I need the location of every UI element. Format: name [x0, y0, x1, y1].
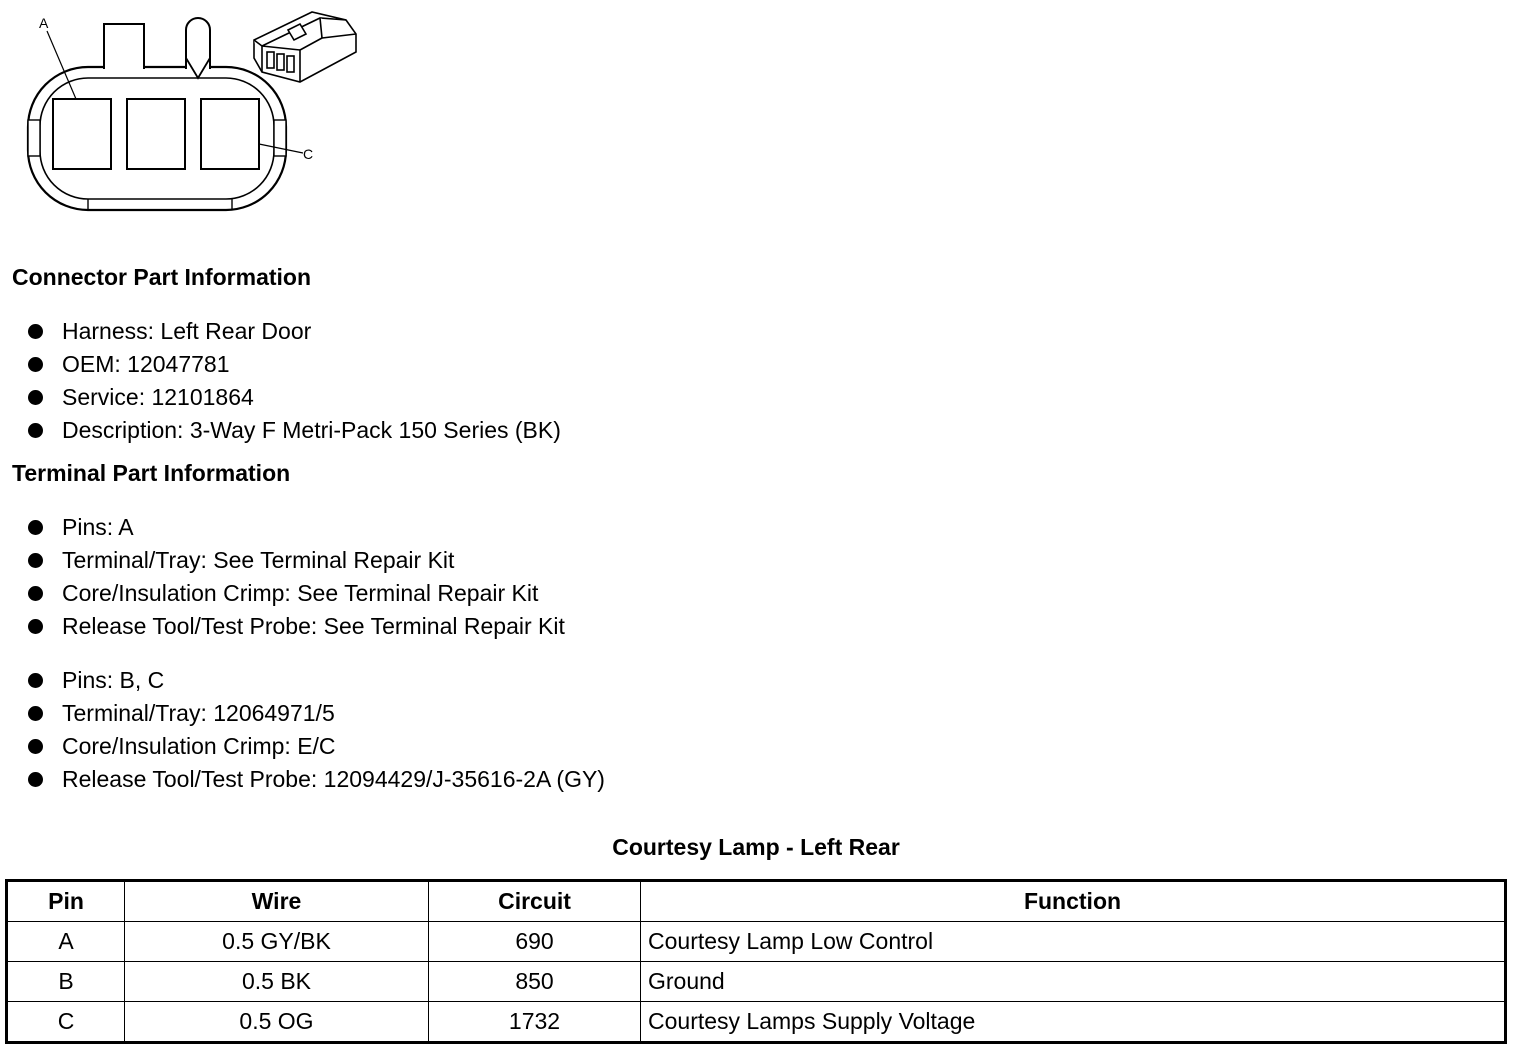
cell-function: Courtesy Lamps Supply Voltage: [641, 1002, 1506, 1043]
bullet-icon: [28, 586, 43, 601]
column-header-function: Function: [641, 881, 1506, 922]
cell-function: Ground: [641, 962, 1506, 1002]
cell-pin: B: [7, 962, 125, 1002]
list-item: [28, 315, 561, 348]
list-item: [28, 697, 605, 730]
list-item: [28, 610, 565, 643]
list-item: [28, 348, 561, 381]
list-item-text: Core/Insulation Crimp: See Terminal Repair Kit: [62, 580, 539, 606]
cell-wire: 0.5 OG: [125, 1002, 429, 1043]
list-item: [28, 511, 565, 544]
cell-pin: A: [7, 922, 125, 962]
connector-diagram: [0, 0, 380, 220]
list-item-text: Description: 3-Way F Metri-Pack 150 Series (BK): [62, 417, 561, 443]
bullet-icon: [28, 324, 43, 339]
leader-line-a: [47, 31, 76, 99]
bullet-icon: [28, 553, 43, 568]
bullet-icon: [28, 706, 43, 721]
list-item: [28, 381, 561, 414]
table-row: [7, 1002, 1506, 1043]
cavity-a: [53, 99, 111, 169]
cell-wire: 0.5 BK: [125, 962, 429, 1002]
list-item-text: OEM: 12047781: [62, 351, 230, 377]
bullet-icon: [28, 423, 43, 438]
cell-pin: C: [7, 1002, 125, 1043]
list-item: [28, 414, 561, 447]
bullet-icon: [28, 520, 43, 535]
cell-circuit: 1732: [429, 1002, 641, 1043]
pin-label-a: A: [39, 15, 49, 31]
table-title: Courtesy Lamp - Left Rear: [612, 834, 900, 860]
connector-thumbnail: [254, 12, 356, 82]
pin-table: [5, 879, 1507, 1044]
list-item-text: Terminal/Tray: See Terminal Repair Kit: [62, 547, 455, 573]
table-row: [7, 962, 1506, 1002]
bullet-icon: [28, 673, 43, 688]
list-item-text: Pins: A: [62, 514, 134, 540]
column-header-circuit: Circuit: [429, 881, 641, 922]
list-item-text: Core/Insulation Crimp: E/C: [62, 733, 336, 759]
list-item: [28, 664, 605, 697]
connector-side-notch-right: [274, 120, 286, 156]
column-header-wire: Wire: [125, 881, 429, 922]
terminal-group-1-list: [28, 511, 565, 643]
bullet-icon: [28, 739, 43, 754]
list-item-text: Service: 12101864: [62, 384, 254, 410]
list-item-text: Release Tool/Test Probe: See Terminal Repair Kit: [62, 613, 565, 639]
list-item-text: Pins: B, C: [62, 667, 165, 693]
list-item: [28, 763, 605, 796]
cell-wire: 0.5 GY/BK: [125, 922, 429, 962]
bullet-icon: [28, 619, 43, 634]
pin-label-c: C: [303, 146, 314, 162]
cell-circuit: 690: [429, 922, 641, 962]
list-item: [28, 577, 565, 610]
list-item-text: Harness: Left Rear Door: [62, 318, 312, 344]
table-row: [7, 922, 1506, 962]
list-item-text: Release Tool/Test Probe: 12094429/J-35616-2A (GY): [62, 766, 605, 792]
connector-top-tab: [104, 24, 144, 69]
terminal-part-info-heading: Terminal Part Information: [12, 460, 291, 486]
table-header-row: [7, 881, 1506, 922]
list-item: [28, 730, 605, 763]
bullet-icon: [28, 772, 43, 787]
connector-part-info-list: [28, 315, 561, 447]
bullet-icon: [28, 357, 43, 372]
connector-part-info-heading: Connector Part Information: [12, 264, 312, 290]
list-item: [28, 544, 565, 577]
cell-function: Courtesy Lamp Low Control: [641, 922, 1506, 962]
cavity-b: [127, 99, 185, 169]
terminal-group-2-list: [28, 664, 605, 796]
bullet-icon: [28, 390, 43, 405]
cell-circuit: 850: [429, 962, 641, 1002]
connector-side-notch-left: [28, 120, 40, 156]
column-header-pin: Pin: [7, 881, 125, 922]
cavity-c: [201, 99, 259, 169]
list-item-text: Terminal/Tray: 12064971/5: [62, 700, 335, 726]
